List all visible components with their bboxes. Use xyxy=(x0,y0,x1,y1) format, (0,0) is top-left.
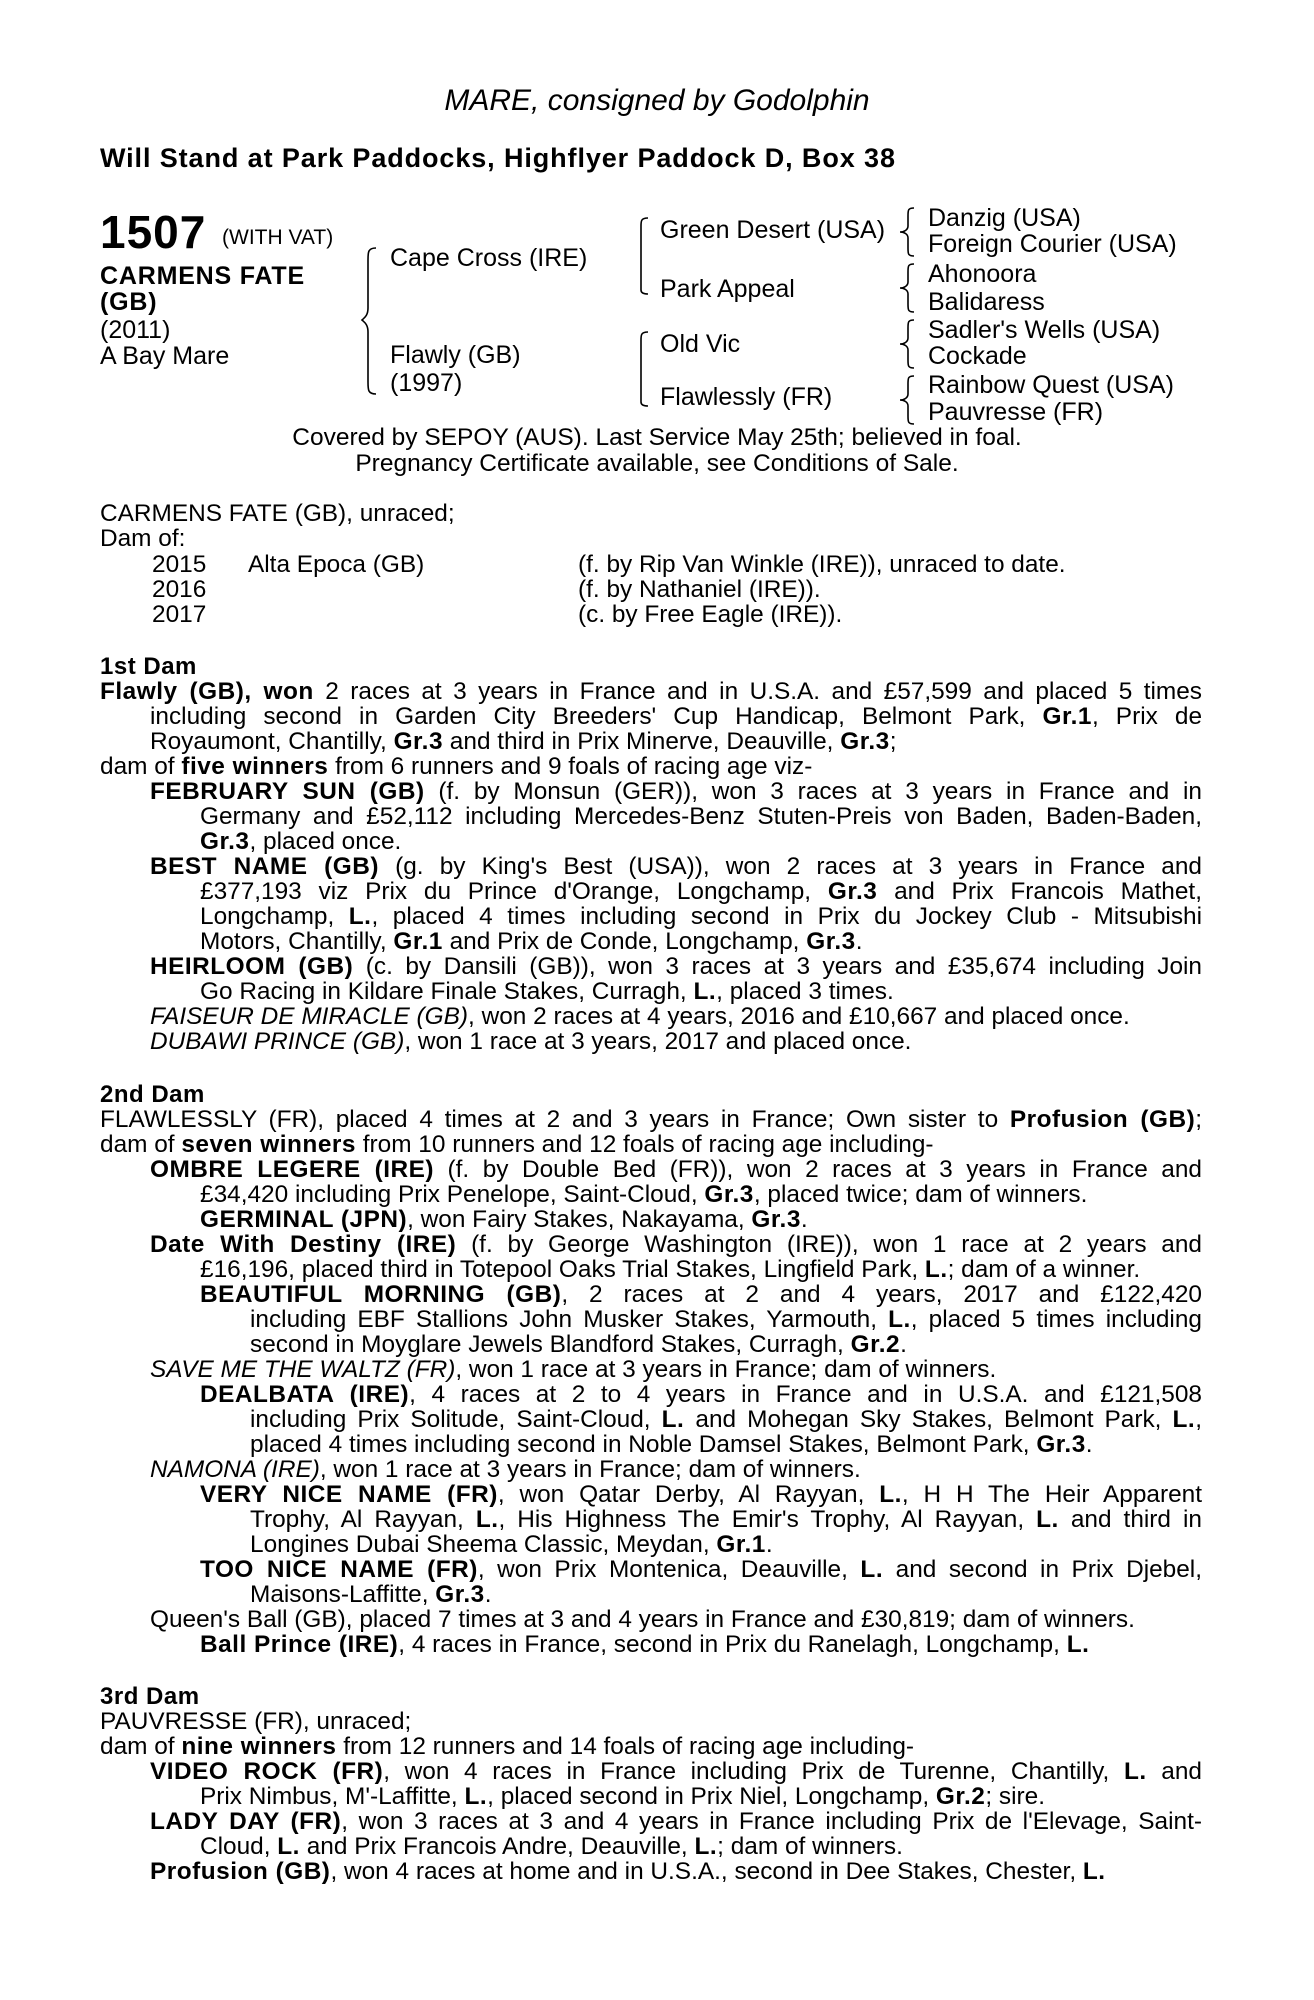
produce-entry-line: Longines Dubai Sheema Classic, Meydan, Gr.1. xyxy=(250,1531,773,1558)
produce-entry-line: Motors, Chantilly, Gr.1 and Prix de Conde, Longchamp, Gr.3. xyxy=(200,928,863,955)
dam-name: Flawly (GB) xyxy=(390,341,521,369)
produce-entry-line: £16,196, placed third in Totepool Oaks Trial Stakes, Lingfield Park, L.; dam of a winner. xyxy=(200,1256,1141,1283)
pedigree-brace-g2 xyxy=(900,262,916,314)
produce-entry-best-name: BEST NAME (GB) (g. by King's Best (USA)), won 2 races at 3 years in France and xyxy=(150,853,1202,880)
second-dam-heading: 2nd Dam xyxy=(100,1081,205,1108)
produce-entry-line: Germany and £52,112 including Mercedes-Benz Stuten-Preis von Baden, Baden-Baden, xyxy=(200,803,1202,830)
produce-entry-heirloom: HEIRLOOM (GB) (c. by Dansili (GB)), won 3 races at 3 years and £35,674 including Join xyxy=(150,953,1202,980)
produce-entry-date-with-destiny: Date With Destiny (IRE) (f. by George Washington (IRE)), won 1 race at 2 years and xyxy=(150,1231,1203,1258)
gg-danzig: Danzig (USA) xyxy=(928,204,1081,232)
produce-entry-line: Longchamp, L., placed 4 times including second in Prix du Jockey Club - Mitsubishi xyxy=(200,903,1202,930)
produce-name: Alta Epoca (GB) xyxy=(248,551,425,578)
produce-entry-video-rock: VIDEO ROCK (FR), won 4 races in France including Prix de Turenne, Chantilly, L. and xyxy=(150,1758,1202,1785)
stabling-location: Will Stand at Park Paddocks, Highflyer Paddock D, Box 38 xyxy=(100,143,896,173)
produce-entry-very-nice-name: VERY NICE NAME (FR), won Qatar Derby, Al Rayyan, L., H H The Heir Apparent xyxy=(200,1481,1203,1508)
produce-entry-line: Trophy, Al Rayyan, L., His Highness The Emir's Trophy, Al Rayyan, L. and third in xyxy=(250,1506,1202,1533)
first-dam-heading: 1st Dam xyxy=(100,653,197,680)
produce-entry-ombre-legere: OMBRE LEGERE (IRE) (f. by Double Bed (FR)), won 2 races at 3 years in France and xyxy=(150,1156,1202,1183)
produce-entry-dealbata: DEALBATA (IRE), 4 races at 2 to 4 years in France and in U.S.A. and £121,508 xyxy=(200,1381,1202,1408)
produce-entry-germinal: GERMINAL (JPN), won Fairy Stakes, Nakayama, Gr.3. xyxy=(200,1206,808,1233)
pedigree-brace-dam xyxy=(636,330,650,406)
produce-entry-faiseur: FAISEUR DE MIRACLE (GB), won 2 races at 4 years, 2016 and £10,667 and placed once. xyxy=(150,1003,1130,1030)
produce-entry-line: Prix Nimbus, M'-Laffitte, L., placed second in Prix Niel, Longchamp, Gr.2; sire. xyxy=(200,1783,1046,1810)
gg-sadlers-wells: Sadler's Wells (USA) xyxy=(928,316,1161,344)
third-dam-line: dam of nine winners from 12 runners and 14 foals of racing age including- xyxy=(100,1733,915,1760)
covering-note: Covered by SEPOY (AUS). Last Service May 25th; believed in foal. xyxy=(292,424,1022,451)
produce-entry-line: £34,420 including Prix Penelope, Saint-Cloud, Gr.3, placed twice; dam of winners. xyxy=(200,1181,1088,1208)
produce-entry-line: £377,193 viz Prix du Prince d'Orange, Longchamp, Gr.3 and Prix Francois Mathet, xyxy=(200,878,1202,905)
produce-entry-line: placed 4 times including second in Noble Damsel Stakes, Belmont Park, Gr.3. xyxy=(250,1431,1093,1458)
produce-year: 2017 xyxy=(152,601,207,628)
pregnancy-note: Pregnancy Certificate available, see Conditions of Sale. xyxy=(355,450,959,477)
produce-entry-line: second in Moyglare Jewels Blandford Stakes, Curragh, Gr.2. xyxy=(250,1331,907,1358)
first-dam-line: Royaumont, Chantilly, Gr.3 and third in Prix Minerve, Deauville, Gr.3; xyxy=(150,728,897,755)
produce-entry-lady-day: LADY DAY (FR), won 3 races at 3 and 4 years in France including Prix de l'Elevage, Saint- xyxy=(150,1808,1202,1835)
sire-dam-name: Park Appeal xyxy=(660,275,795,303)
pedigree-brace-sire xyxy=(636,216,650,294)
dam-of-label: Dam of: xyxy=(100,525,186,552)
first-dam-line: Flawly (GB), won 2 races at 3 years in France and in U.S.A. and £57,599 and placed 5 times xyxy=(100,678,1202,705)
horse-description: A Bay Mare xyxy=(100,342,230,370)
second-dam-line: dam of seven winners from 10 runners and 12 foals of racing age including- xyxy=(100,1131,934,1158)
produce-entry-beautiful-morning: BEAUTIFUL MORNING (GB), 2 races at 2 and 4 years, 2017 and £122,420 xyxy=(200,1281,1202,1308)
gg-cockade: Cockade xyxy=(928,342,1027,370)
sire-sire-name: Green Desert (USA) xyxy=(660,216,886,244)
horse-name: CARMENS FATE xyxy=(100,262,305,290)
dam-dam-name: Flawlessly (FR) xyxy=(660,383,833,411)
pedigree-brace-main xyxy=(362,246,382,396)
produce-entry-line: Cloud, L. and Prix Francois Andre, Deauville, L.; dam of winners. xyxy=(200,1833,903,1860)
pedigree-brace-g3 xyxy=(900,318,916,370)
produce-entry-dubawi-prince: DUBAWI PRINCE (GB), won 1 race at 3 years, 2017 and placed once. xyxy=(150,1028,912,1055)
pedigree-brace-g4 xyxy=(900,374,916,426)
produce-entry-namona: NAMONA (IRE), won 1 race at 3 years in France; dam of winners. xyxy=(150,1456,861,1483)
produce-note: (c. by Free Eagle (IRE)). xyxy=(578,601,843,628)
produce-year: 2015 xyxy=(152,551,207,578)
produce-note: (f. by Rip Van Winkle (IRE)), unraced to date. xyxy=(578,551,1066,578)
first-dam-line: dam of five winners from 6 runners and 9 foals of racing age viz- xyxy=(100,753,813,780)
third-dam-line: PAUVRESSE (FR), unraced; xyxy=(100,1708,412,1735)
produce-entry-line: Go Racing in Kildare Finale Stakes, Curragh, L., placed 3 times. xyxy=(200,978,894,1005)
produce-note: (f. by Nathaniel (IRE)). xyxy=(578,576,821,603)
produce-entry-line: including Prix Solitude, Saint-Cloud, L. and Mohegan Sky Stakes, Belmont Park, L., xyxy=(250,1406,1202,1433)
produce-entry-profusion: Profusion (GB), won 4 races at home and in U.S.A., second in Dee Stakes, Chester, L. xyxy=(150,1858,1106,1885)
produce-entry-line: Maisons-Laffitte, Gr.3. xyxy=(250,1581,492,1608)
produce-entry-save-me-the-waltz: SAVE ME THE WALTZ (FR), won 1 race at 3 years in France; dam of winners. xyxy=(150,1356,997,1383)
produce-entry-line: Gr.3, placed once. xyxy=(200,828,402,855)
produce-entry-ball-prince: Ball Prince (IRE), 4 races in France, second in Prix du Ranelagh, Longchamp, L. xyxy=(200,1631,1090,1658)
gg-pauvresse: Pauvresse (FR) xyxy=(928,398,1104,426)
third-dam-heading: 3rd Dam xyxy=(100,1683,200,1710)
second-dam-line: FLAWLESSLY (FR), placed 4 times at 2 and 3 years in France; Own sister to Profusion (GB); xyxy=(100,1106,1202,1133)
gg-foreign-courier: Foreign Courier (USA) xyxy=(928,230,1177,258)
horse-year: (2011) xyxy=(100,316,171,344)
produce-entry-line: including EBF Stallions John Musker Stakes, Yarmouth, L., placed 5 times including xyxy=(250,1306,1202,1333)
produce-year: 2016 xyxy=(152,576,207,603)
vat-note: (WITH VAT) xyxy=(222,226,334,249)
consignment-subtitle: MARE, consigned by Godolphin xyxy=(444,84,870,117)
dam-sire-name: Old Vic xyxy=(660,330,741,358)
gg-balidaress: Balidaress xyxy=(928,288,1045,316)
gg-rainbow-quest: Rainbow Quest (USA) xyxy=(928,371,1174,399)
pedigree-brace-g1 xyxy=(900,206,916,258)
lot-number: 1507 xyxy=(100,206,207,258)
produce-entry-queens-ball: Queen's Ball (GB), placed 7 times at 3 and 4 years in France and £30,819; dam of winners. xyxy=(150,1606,1135,1633)
gg-ahonoora: Ahonoora xyxy=(928,260,1037,288)
first-dam-line: including second in Garden City Breeders' Cup Handicap, Belmont Park, Gr.1, Prix de xyxy=(150,703,1203,730)
dam-year: (1997) xyxy=(390,369,463,397)
produce-entry-february-sun: FEBRUARY SUN (GB) (f. by Monsun (GER)), won 3 races at 3 years in France and in xyxy=(150,778,1202,805)
sire-name: Cape Cross (IRE) xyxy=(390,244,588,272)
horse-country: (GB) xyxy=(100,288,158,316)
produce-entry-too-nice-name: TOO NICE NAME (FR), won Prix Montenica, Deauville, L. and second in Prix Djebel, xyxy=(200,1556,1203,1583)
produce-intro: CARMENS FATE (GB), unraced; xyxy=(100,500,455,527)
